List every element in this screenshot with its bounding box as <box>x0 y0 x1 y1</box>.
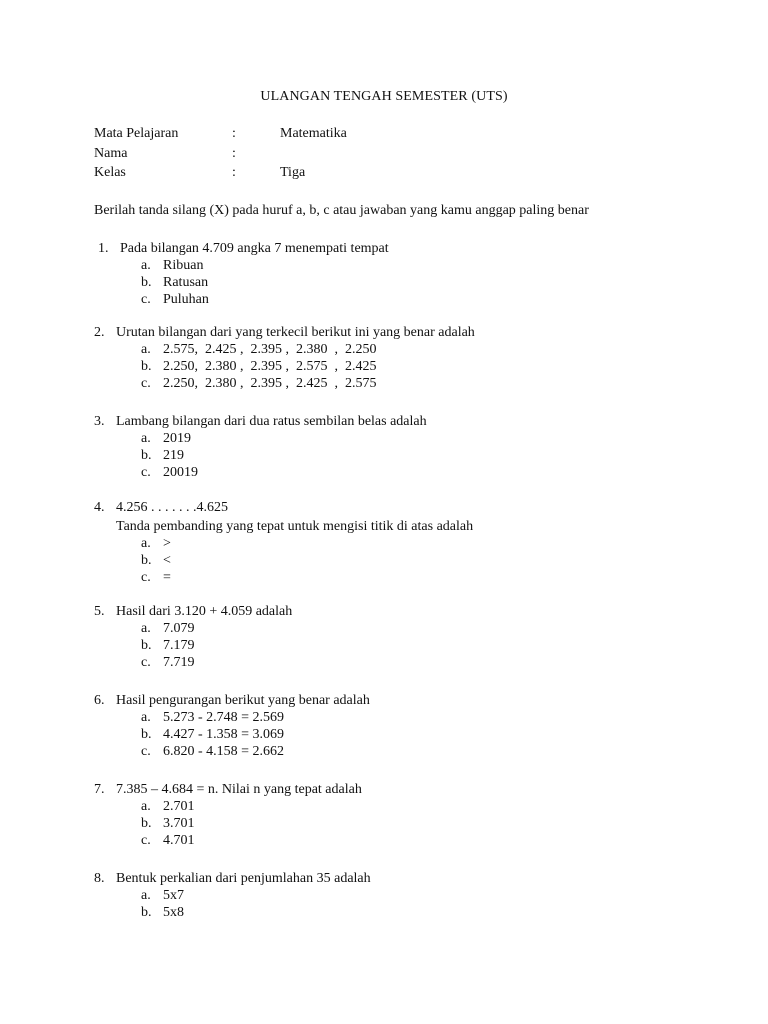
question-line <box>94 324 714 342</box>
option-letter: a. <box>141 888 151 903</box>
option-text: > <box>163 536 171 551</box>
question-number: 8. <box>94 871 105 886</box>
question-3 <box>94 413 714 481</box>
option-b <box>94 553 714 570</box>
question-number: 1. <box>98 241 109 256</box>
question-line <box>94 603 714 621</box>
option-letter: b. <box>141 447 152 463</box>
question-line <box>94 781 714 799</box>
option-text: 2.701 <box>163 799 195 814</box>
option-text: 7.719 <box>163 654 195 670</box>
option-text: 4.427 - 1.358 = 3.069 <box>163 726 285 742</box>
question-text: 7.385 – 4.684 = n. Nilai n yang tepat adalah <box>116 782 362 797</box>
option-c <box>94 465 714 482</box>
question-text: 4.256 . . . . . . .4.625 <box>116 500 228 515</box>
option-text: 2.575, 2.425 , 2.395 , 2.380 , 2.250 <box>163 342 377 357</box>
option-letter: a. <box>141 536 151 551</box>
field-label: Kelas <box>94 165 126 180</box>
field-label: Nama <box>94 146 128 161</box>
question-subline <box>94 517 714 536</box>
option-letter: a. <box>141 342 151 357</box>
option-a <box>94 710 714 727</box>
field-mata-pelajaran <box>94 125 694 143</box>
option-a <box>94 621 714 638</box>
option-text: Ribuan <box>163 258 204 273</box>
option-letter: b. <box>141 274 152 290</box>
option-c <box>94 570 714 587</box>
question-4 <box>94 498 714 586</box>
field-kelas <box>94 164 694 182</box>
option-letter: c. <box>141 569 151 585</box>
option-text: 3.701 <box>163 815 195 831</box>
option-text: 2.250, 2.380 , 2.395 , 2.425 , 2.575 <box>163 375 377 391</box>
option-text: < <box>163 552 171 568</box>
option-text: 4.701 <box>163 832 195 848</box>
question-number: 3. <box>94 414 105 429</box>
option-text: 5x7 <box>163 888 184 903</box>
option-c <box>94 376 714 393</box>
field-separator: : <box>232 126 236 141</box>
question-text: Pada bilangan 4.709 angka 7 menempati tempat <box>120 241 389 256</box>
question-text: Hasil dari 3.120 + 4.059 adalah <box>116 604 293 619</box>
option-letter: a. <box>141 258 151 273</box>
option-text: 5.273 - 2.748 = 2.569 <box>163 710 285 725</box>
question-line <box>94 413 714 431</box>
option-a <box>94 258 714 275</box>
option-c <box>94 744 714 761</box>
option-letter: b. <box>141 904 152 920</box>
option-letter: a. <box>141 431 151 446</box>
option-letter: b. <box>141 358 152 374</box>
option-b <box>94 816 714 833</box>
option-c <box>94 655 714 672</box>
option-letter: c. <box>141 291 151 307</box>
question-number: 2. <box>94 325 105 340</box>
question-5 <box>94 603 714 671</box>
option-letter: c. <box>141 743 151 759</box>
option-a <box>94 799 714 816</box>
option-text: 219 <box>163 447 184 463</box>
option-letter: a. <box>141 710 151 725</box>
option-text: 2019 <box>163 431 191 446</box>
question-number: 7. <box>94 782 105 797</box>
option-letter: b. <box>141 726 152 742</box>
option-b <box>94 448 714 465</box>
option-letter: c. <box>141 464 151 480</box>
option-text: 5x8 <box>163 904 184 920</box>
option-text: 7.179 <box>163 637 195 653</box>
option-b <box>94 905 714 922</box>
question-2 <box>94 324 714 392</box>
question-line <box>94 692 714 710</box>
option-text: 20019 <box>163 464 198 480</box>
option-letter: b. <box>141 815 152 831</box>
option-c <box>94 833 714 850</box>
field-separator: : <box>232 146 236 161</box>
question-subtext: Tanda pembanding yang tepat untuk mengisi titik di atas adalah <box>116 519 474 534</box>
option-letter: c. <box>141 654 151 670</box>
option-text: 2.250, 2.380 , 2.395 , 2.575 , 2.425 <box>163 358 377 374</box>
option-letter: a. <box>141 799 151 814</box>
option-letter: b. <box>141 637 152 653</box>
question-line <box>94 870 714 888</box>
option-letter: b. <box>141 552 152 568</box>
option-text: = <box>163 569 171 585</box>
option-letter: c. <box>141 375 151 391</box>
field-value: Tiga <box>280 165 306 180</box>
question-6 <box>94 692 714 760</box>
option-text: Puluhan <box>163 291 209 307</box>
option-b <box>94 727 714 744</box>
question-text: Lambang bilangan dari dua ratus sembilan belas adalah <box>116 414 427 429</box>
option-b <box>94 638 714 655</box>
field-separator: : <box>232 165 236 180</box>
option-a <box>94 342 714 359</box>
question-number: 5. <box>94 604 105 619</box>
question-8 <box>94 870 714 922</box>
option-b <box>94 275 714 292</box>
option-text: Ratusan <box>163 274 209 290</box>
option-a <box>94 888 714 905</box>
field-nama <box>94 145 694 163</box>
question-text: Bentuk perkalian dari penjumlahan 35 adalah <box>116 871 371 886</box>
option-c <box>94 292 714 309</box>
question-7 <box>94 781 714 849</box>
option-b <box>94 359 714 376</box>
question-number: 6. <box>94 693 105 708</box>
question-line <box>94 498 714 517</box>
question-text: Hasil pengurangan berikut yang benar adalah <box>116 693 370 708</box>
question-number: 4. <box>94 500 105 515</box>
option-letter: c. <box>141 832 151 848</box>
option-a <box>94 431 714 448</box>
question-line <box>94 240 714 258</box>
field-value: Matematika <box>280 126 347 141</box>
option-a <box>94 536 714 553</box>
field-label: Mata Pelajaran <box>94 126 179 141</box>
option-text: 7.079 <box>163 621 195 636</box>
question-text: Urutan bilangan dari yang terkecil berikut ini yang benar adalah <box>116 325 475 340</box>
page-title: ULANGAN TENGAH SEMESTER (UTS) <box>260 89 508 104</box>
option-text: 6.820 - 4.158 = 2.662 <box>163 743 285 759</box>
option-letter: a. <box>141 621 151 636</box>
instruction-text: Berilah tanda silang (X) pada huruf a, b, c atau jawaban yang kamu anggap paling benar <box>94 203 589 218</box>
question-1 <box>94 240 714 308</box>
